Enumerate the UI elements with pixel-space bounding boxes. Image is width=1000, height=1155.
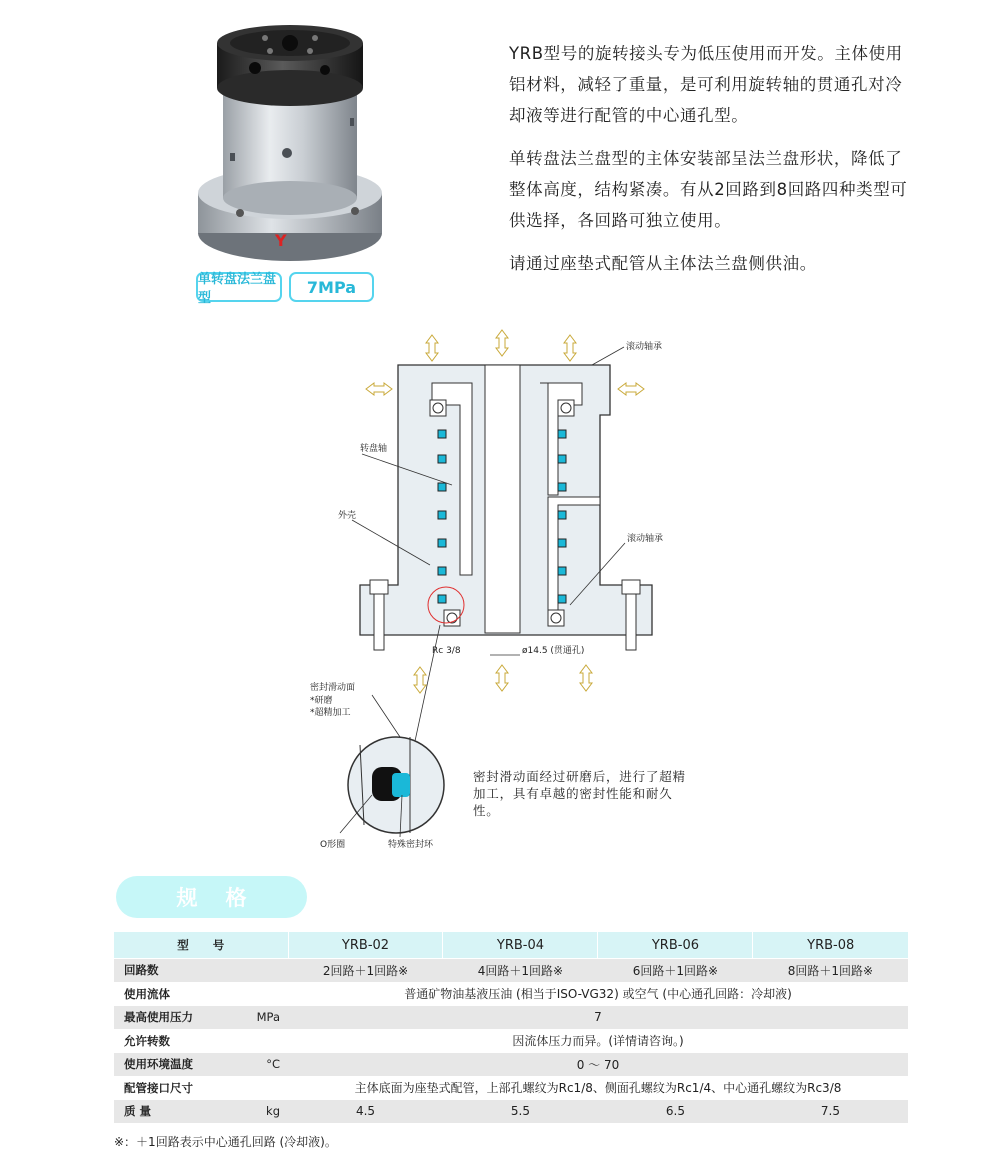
cell: 7.5 — [753, 1100, 908, 1124]
row-label: 配管接口尺寸 — [114, 1076, 242, 1100]
label-bearing-mid: 滚动轴承 — [627, 534, 664, 544]
spec-heading: 规格 — [116, 876, 307, 918]
cell: 6.5 — [598, 1100, 753, 1124]
intro-paragraph-2: 单转盘法兰盘型的主体安装部呈法兰盘形状，降低了整体高度，结构紧凑。有从2回路到8回路四种类型可供选择，各回路可独立使用。 — [509, 149, 908, 230]
label-seal-note2: *超精加工 — [310, 708, 351, 718]
model-col-2: YRB-04 — [443, 932, 598, 959]
cell-span: 普通矿物油基液压油 (相当于ISO-VG32) 或空气 (中心通孔回路：冷却液) — [288, 982, 908, 1006]
label-bearing-top: 滚动轴承 — [626, 342, 663, 352]
row-label: 使用环境温度 — [114, 1053, 242, 1077]
row-label: 最高使用压力 — [114, 1006, 242, 1030]
label-rotor: 转盘轴 — [360, 444, 388, 454]
cell-span: 主体底面为座垫式配管，上部孔螺纹为Rc1/8、侧面孔螺纹为Rc1/4、中心通孔螺纹为Rc3/8 — [288, 1076, 908, 1100]
cell: 5.5 — [443, 1100, 598, 1124]
cell-span: 0 ～ 70 — [288, 1053, 908, 1077]
table-row — [114, 982, 908, 1006]
row-unit — [242, 1029, 288, 1053]
row-unit: kg — [242, 1100, 288, 1124]
row-unit — [242, 982, 288, 1006]
table-row — [114, 1029, 908, 1053]
intro-paragraph-1: YRB型号的旋转接头专为低压使用而开发。主体使用铝材料，减轻了重量，是可利用旋转轴的贯通孔对冷却液等进行配管的中心通孔型。 — [509, 44, 903, 125]
label-oring: O形圈 — [320, 840, 346, 850]
row-label: 使用流体 — [114, 982, 242, 1006]
spec-footnote: ※：＋1回路表示中心通孔回路 (冷却液)。 — [114, 1135, 337, 1149]
label-bore: ø14.5 (贯通孔) — [522, 646, 585, 656]
label-seal-note1: *研磨 — [310, 696, 333, 706]
label-special-seal: 特殊密封环 — [388, 840, 434, 850]
type-tag: 单转盘法兰盘型 — [196, 272, 282, 302]
cell-span: 7 — [288, 1006, 908, 1030]
intro-paragraph-3: 请通过座垫式配管从主体法兰盘侧供油。 — [509, 254, 817, 273]
model-label: 型 号 — [114, 932, 288, 959]
model-col-4: YRB-08 — [753, 932, 908, 959]
intro-text — [509, 38, 909, 291]
cell-span: 因流体压力而异。(详情请咨询。) — [288, 1029, 908, 1053]
row-unit: °C — [242, 1053, 288, 1077]
row-label: 允许转数 — [114, 1029, 242, 1053]
label-housing: 外壳 — [338, 511, 357, 521]
cell: 4.5 — [288, 1100, 443, 1124]
table-row — [114, 1006, 908, 1030]
table-row — [114, 1053, 908, 1077]
table-row — [114, 1100, 908, 1124]
pressure-tag: 7MPa — [289, 272, 374, 302]
table-row — [114, 1076, 908, 1100]
spec-table — [114, 932, 908, 1124]
seal-note: 密封滑动面经过研磨后，进行了超精加工，具有卓越的密封性能和耐久性。 — [473, 769, 686, 818]
row-unit — [242, 959, 288, 983]
svg-text:Y: Y — [275, 231, 287, 250]
row-label: 回路数 — [114, 959, 242, 983]
row-unit — [242, 1076, 288, 1100]
model-col-3: YRB-06 — [598, 932, 753, 959]
cell: 6回路＋1回路※ — [598, 959, 753, 983]
label-seal-surface: 密封滑动面 — [310, 683, 356, 693]
cell: 4回路＋1回路※ — [443, 959, 598, 983]
table-row — [114, 959, 908, 983]
cell: 8回路＋1回路※ — [753, 959, 908, 983]
seal-detail-zoom — [348, 737, 444, 833]
spec-header-row — [114, 932, 908, 959]
label-port: Rc 3/8 — [432, 646, 461, 656]
model-col-1: YRB-02 — [288, 932, 443, 959]
row-unit: MPa — [242, 1006, 288, 1030]
row-label: 质 量 — [114, 1100, 242, 1124]
product-photo — [195, 18, 395, 263]
cell: 2回路＋1回路※ — [288, 959, 443, 983]
